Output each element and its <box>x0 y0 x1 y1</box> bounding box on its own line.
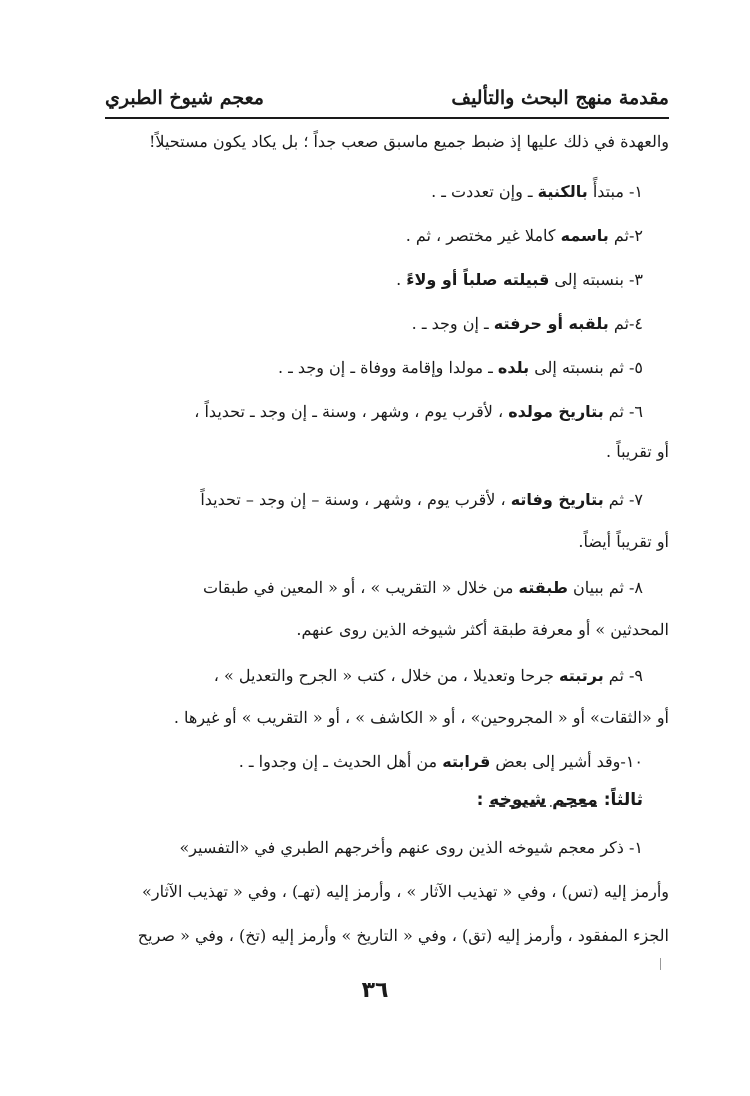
list-item: ١- مبتدأً بالكنية ـ وإن تعددت ـ . <box>431 182 643 201</box>
page-number: ٣٦ <box>361 978 389 1003</box>
paragraph-line: وأرمز إليه (تس) ، وفي « تهذيب الآثار » ، وأرمز إليه (تهـ) ، وفي « تهذيب الآثار» <box>142 882 669 901</box>
page-body <box>105 122 669 958</box>
intro-line: والعهدة في ذلك عليها إذ ضبط جميع ماسبق صعب جداً ؛ بل يكاد يكون مستحيلاً! <box>149 132 669 151</box>
list-item-continuation: أو تقريباً أيضاً. <box>578 532 669 551</box>
header-book-title: معجم شيوخ الطبري <box>105 87 264 109</box>
section-heading: ثالثاً: معجم شيوخه : <box>476 790 643 810</box>
list-item: ٦- ثم بتاريخ مولده ، لأقرب يوم ، وشهر ، وسنة ـ إن وجد ـ تحديداً ، <box>194 402 643 421</box>
list-item-continuation: المحدثين » أو معرفة طبقة أكثر شيوخه الذين روى عنهم. <box>296 620 669 639</box>
list-item: ٢-ثم باسمه كاملا غير مختصر ، ثم . <box>405 226 643 245</box>
running-header <box>105 78 669 112</box>
paragraph-line: الجزء المفقود ، وأرمز إليه (تق) ، وفي « التاريخ » وأرمز إليه (تخ) ، وفي « صريح <box>137 926 669 945</box>
paragraph-line: ١- ذكر معجم شيوخه الذين روى عنهم وأخرجهم الطبري في «التفسير» <box>179 838 643 857</box>
list-item: ٨- ثم ببيان طبقته من خلال « التقريب » ، أو « المعين في طبقات <box>202 578 643 597</box>
list-item: ٧- ثم بتاريخ وفاته ، لأقرب يوم ، وشهر ، وسنة – إن وجد – تحديداً <box>200 490 643 509</box>
list-item: ٥- ثم بنسبته إلى بلده ـ مولدا وإقامة ووفاة ـ إن وجد ـ . <box>277 358 643 377</box>
scan-mark <box>660 958 661 970</box>
header-divider <box>105 117 669 119</box>
list-item: ٩- ثم برتبته جرحا وتعديلا ، من خلال ، كتب « الجرح والتعديل » ، <box>213 666 643 685</box>
header-section-title: مقدمة منهج البحث والتأليف <box>451 87 669 109</box>
list-item: ١٠-وقد أشير إلى بعض قرابته من أهل الحديث ـ إن وجدوا ـ . <box>238 752 643 771</box>
list-item: ٣- بنسبته إلى قبيلته صلباً أو ولاءً . <box>396 270 643 289</box>
list-item-continuation: أو «الثقات» أو « المجروحين» ، أو « الكاشف » ، أو « التقريب » أو غيرها . <box>173 708 669 727</box>
list-item-continuation: أو تقريباً . <box>606 442 669 461</box>
list-item: ٤-ثم بلقبه أو حرفته ـ إن وجد ـ . <box>411 314 643 333</box>
